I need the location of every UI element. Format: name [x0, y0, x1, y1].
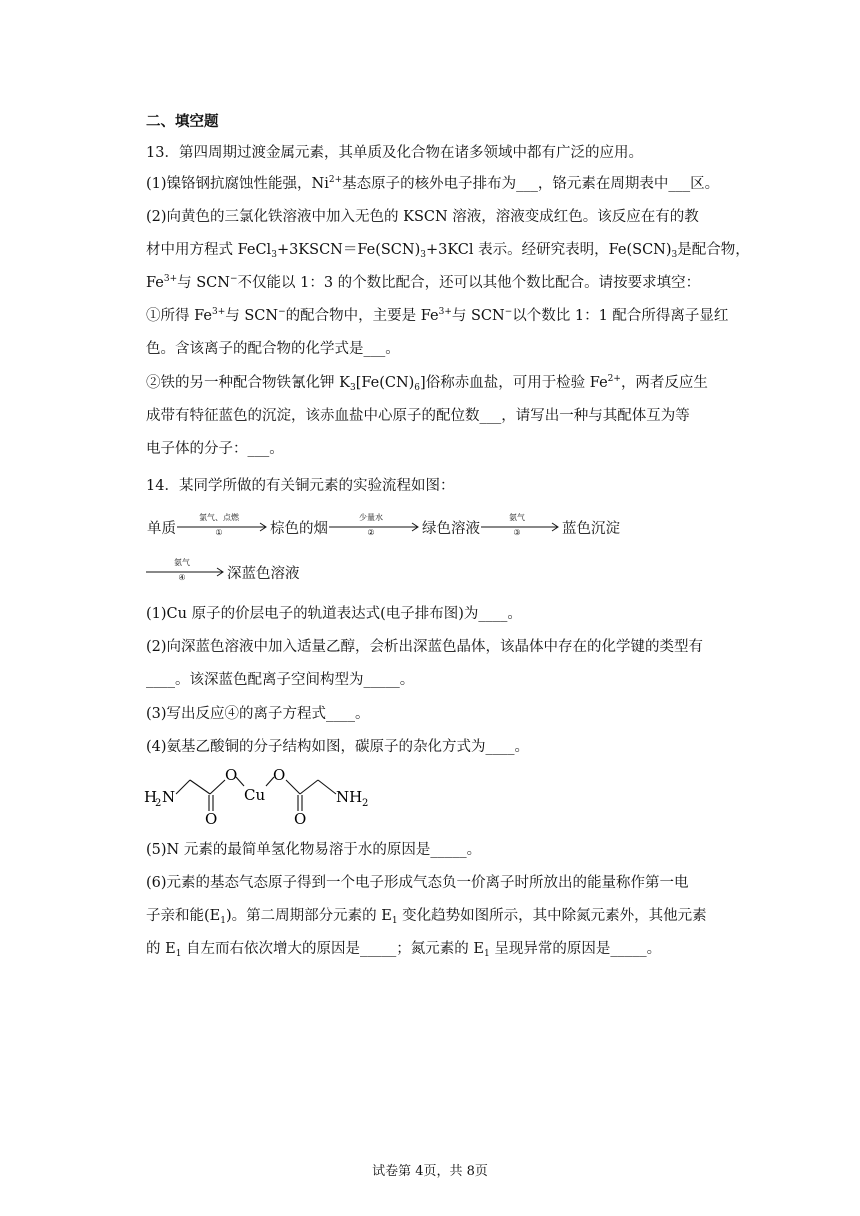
flow-arrow-2 [329, 513, 421, 541]
q13-part1 [146, 174, 719, 194]
right-amine-sub: 2 [362, 798, 369, 809]
text: (1)镍铬钢抗腐蚀性能强，Ni [146, 176, 329, 192]
text: 自左而右依次增大的原因是_____；氮元素的 E [181, 941, 484, 957]
q14-part3: (3)写出反应④的离子方程式____。 [146, 706, 370, 722]
q13-sub2-line2: 成带有特征蓝色的沉淀，该赤血盐中心原子的配位数___，请写出一种与其配体互为等 [146, 408, 690, 424]
text: ②铁的另一种配合物铁氰化钾 K [146, 375, 350, 391]
page-footer: 试卷第 4页，共 8页 [372, 1164, 488, 1179]
flow-row-1 [146, 513, 621, 541]
q13-part2-line3 [146, 273, 700, 293]
arrow-step: ④ [178, 573, 186, 582]
text: 与 SCN [451, 308, 505, 324]
text: 材中用方程式 FeCl [146, 242, 272, 258]
subscript: 3 [271, 250, 277, 260]
bond [210, 780, 225, 794]
q14-part2-line1: (2)向深蓝色溶液中加入适量乙醇，会析出深蓝色晶体，该晶体中存在的化学键的类型有 [146, 639, 704, 655]
subscript: 1 [220, 916, 226, 926]
text: 以个数比 1：1 配合所得离子显红 [512, 308, 729, 324]
q14-intro: 14．某同学所做的有关铜元素的实验流程如图： [146, 478, 455, 494]
bond [318, 780, 336, 794]
subscript: 3 [671, 250, 678, 260]
left-amine-h: H [144, 788, 158, 806]
superscript: − [278, 307, 286, 317]
text: 呈现异常的原因是_____。 [489, 941, 662, 957]
q14-part5: (5)N 元素的最简单氢化物易溶于水的原因是_____。 [146, 842, 482, 858]
q13-sub2-line1 [146, 373, 708, 393]
text: 是配合物， [677, 242, 750, 258]
flow-node-elemental: 单质 [147, 520, 176, 537]
flow-row-2 [146, 558, 301, 586]
flow-node-blue-precipitate: 蓝色沉淀 [562, 520, 620, 537]
left-amine-n: N [162, 788, 176, 806]
superscript: 3+ [438, 307, 452, 317]
bond [300, 780, 318, 794]
bond [176, 780, 190, 794]
flow-node-brown-smoke: 棕色的烟 [270, 520, 328, 537]
text: [Fe(CN) [355, 375, 415, 391]
arrow-condition: 氨气 [174, 558, 190, 567]
text: +3KSCN＝Fe(SCN) [276, 242, 421, 258]
right-carbonyl-o: O [294, 810, 307, 828]
text: 变化趋势如图所示，其中除氮元素外，其他元素 [397, 908, 707, 924]
q14-part4: (4)氨基乙酸铜的分子结构如图，碳原子的杂化方式为____。 [146, 739, 530, 755]
q13-part2-line2 [146, 240, 750, 260]
text: ]俗称赤血盐，可用于检验 Fe [420, 375, 608, 391]
q13-sub2-line3: 电子体的分子：___。 [146, 441, 284, 457]
q14-part6-line3 [146, 939, 661, 959]
section-heading: 二、填空题 [146, 114, 219, 130]
q14-part1: (1)Cu 原子的价层电子的轨道表达式(电子排布图)为____。 [146, 606, 522, 622]
right-amine-nh: NH [336, 788, 363, 806]
bond [190, 780, 210, 794]
text: ，两者反应生 [620, 375, 708, 391]
superscript: − [229, 274, 238, 284]
text: 不仅能以 1：3 的个数比配合，还可以其他个数比配合。请按要求填空： [237, 275, 701, 291]
text: +3KCl 表示。经研究表明，Fe(SCN) [425, 242, 672, 258]
left-amine-sub: 2 [155, 798, 162, 809]
text: ①所得 Fe [146, 308, 212, 324]
left-carbonyl-o: O [205, 810, 218, 828]
q13-part2-line1: (2)向黄色的三氯化铁溶液中加入无色的 KSCN 溶液，溶液变成红色。该反应在有的教 [146, 209, 699, 225]
bond [286, 780, 300, 794]
superscript: − [504, 307, 513, 317]
flow-node-green-solution: 绿色溶液 [422, 520, 480, 537]
superscript: 3+ [163, 274, 178, 284]
superscript: 2+ [328, 175, 343, 185]
arrow-step: ① [215, 528, 223, 537]
arrow-step: ② [367, 528, 375, 537]
subscript: 3 [420, 250, 426, 260]
text: 基态原子的核外电子排布为___，铬元素在周期表中___区。 [342, 176, 720, 192]
flow-arrow-3 [481, 513, 561, 541]
q14-part6-line1: (6)元素的基态气态原子得到一个电子形成气态负一价离子时所放出的能量称作第一电 [146, 875, 689, 891]
text: 的配合物中，主要是 Fe [285, 308, 439, 324]
q14-part6-line2 [146, 906, 707, 926]
oxygen-2: O [273, 766, 286, 784]
subscript: 1 [391, 916, 398, 926]
q13-sub1-line2: 色。含该离子的配合物的化学式是___。 [146, 341, 400, 357]
text: )。第二周期部分元素的 E [225, 908, 392, 924]
arrow-condition: 氨气 [509, 513, 525, 522]
copper: Cu [244, 786, 266, 804]
text: 子亲和能(E [146, 908, 221, 924]
flow-node-deep-blue-solution: 深蓝色溶液 [227, 565, 300, 582]
superscript: 3+ [211, 307, 226, 317]
q13-sub1-line1 [146, 306, 728, 326]
oxygen-1: O [225, 766, 238, 784]
q13-intro: 13．第四周期过渡金属元素，其单质及化合物在诸多领域中都有广泛的应用。 [146, 145, 643, 161]
superscript: 2+ [607, 374, 621, 384]
subscript: 6 [414, 383, 421, 393]
text: 的 E [146, 941, 176, 957]
arrow-step: ③ [513, 528, 521, 537]
subscript: 1 [175, 949, 182, 959]
flow-arrow-4 [146, 558, 226, 586]
text: 与 SCN [225, 308, 279, 324]
text: 与 SCN [177, 275, 230, 291]
text: Fe [146, 275, 164, 291]
subscript: 3 [349, 383, 356, 393]
arrow-condition: 氯气、点燃 [199, 513, 239, 522]
q14-part2-line2: ____。该深蓝色配离子空间构型为_____。 [146, 672, 415, 688]
arrow-condition: 少量水 [359, 513, 383, 522]
copper-glycinate-structure [140, 760, 380, 830]
flow-arrow-1 [177, 513, 269, 541]
subscript: 1 [484, 949, 490, 959]
